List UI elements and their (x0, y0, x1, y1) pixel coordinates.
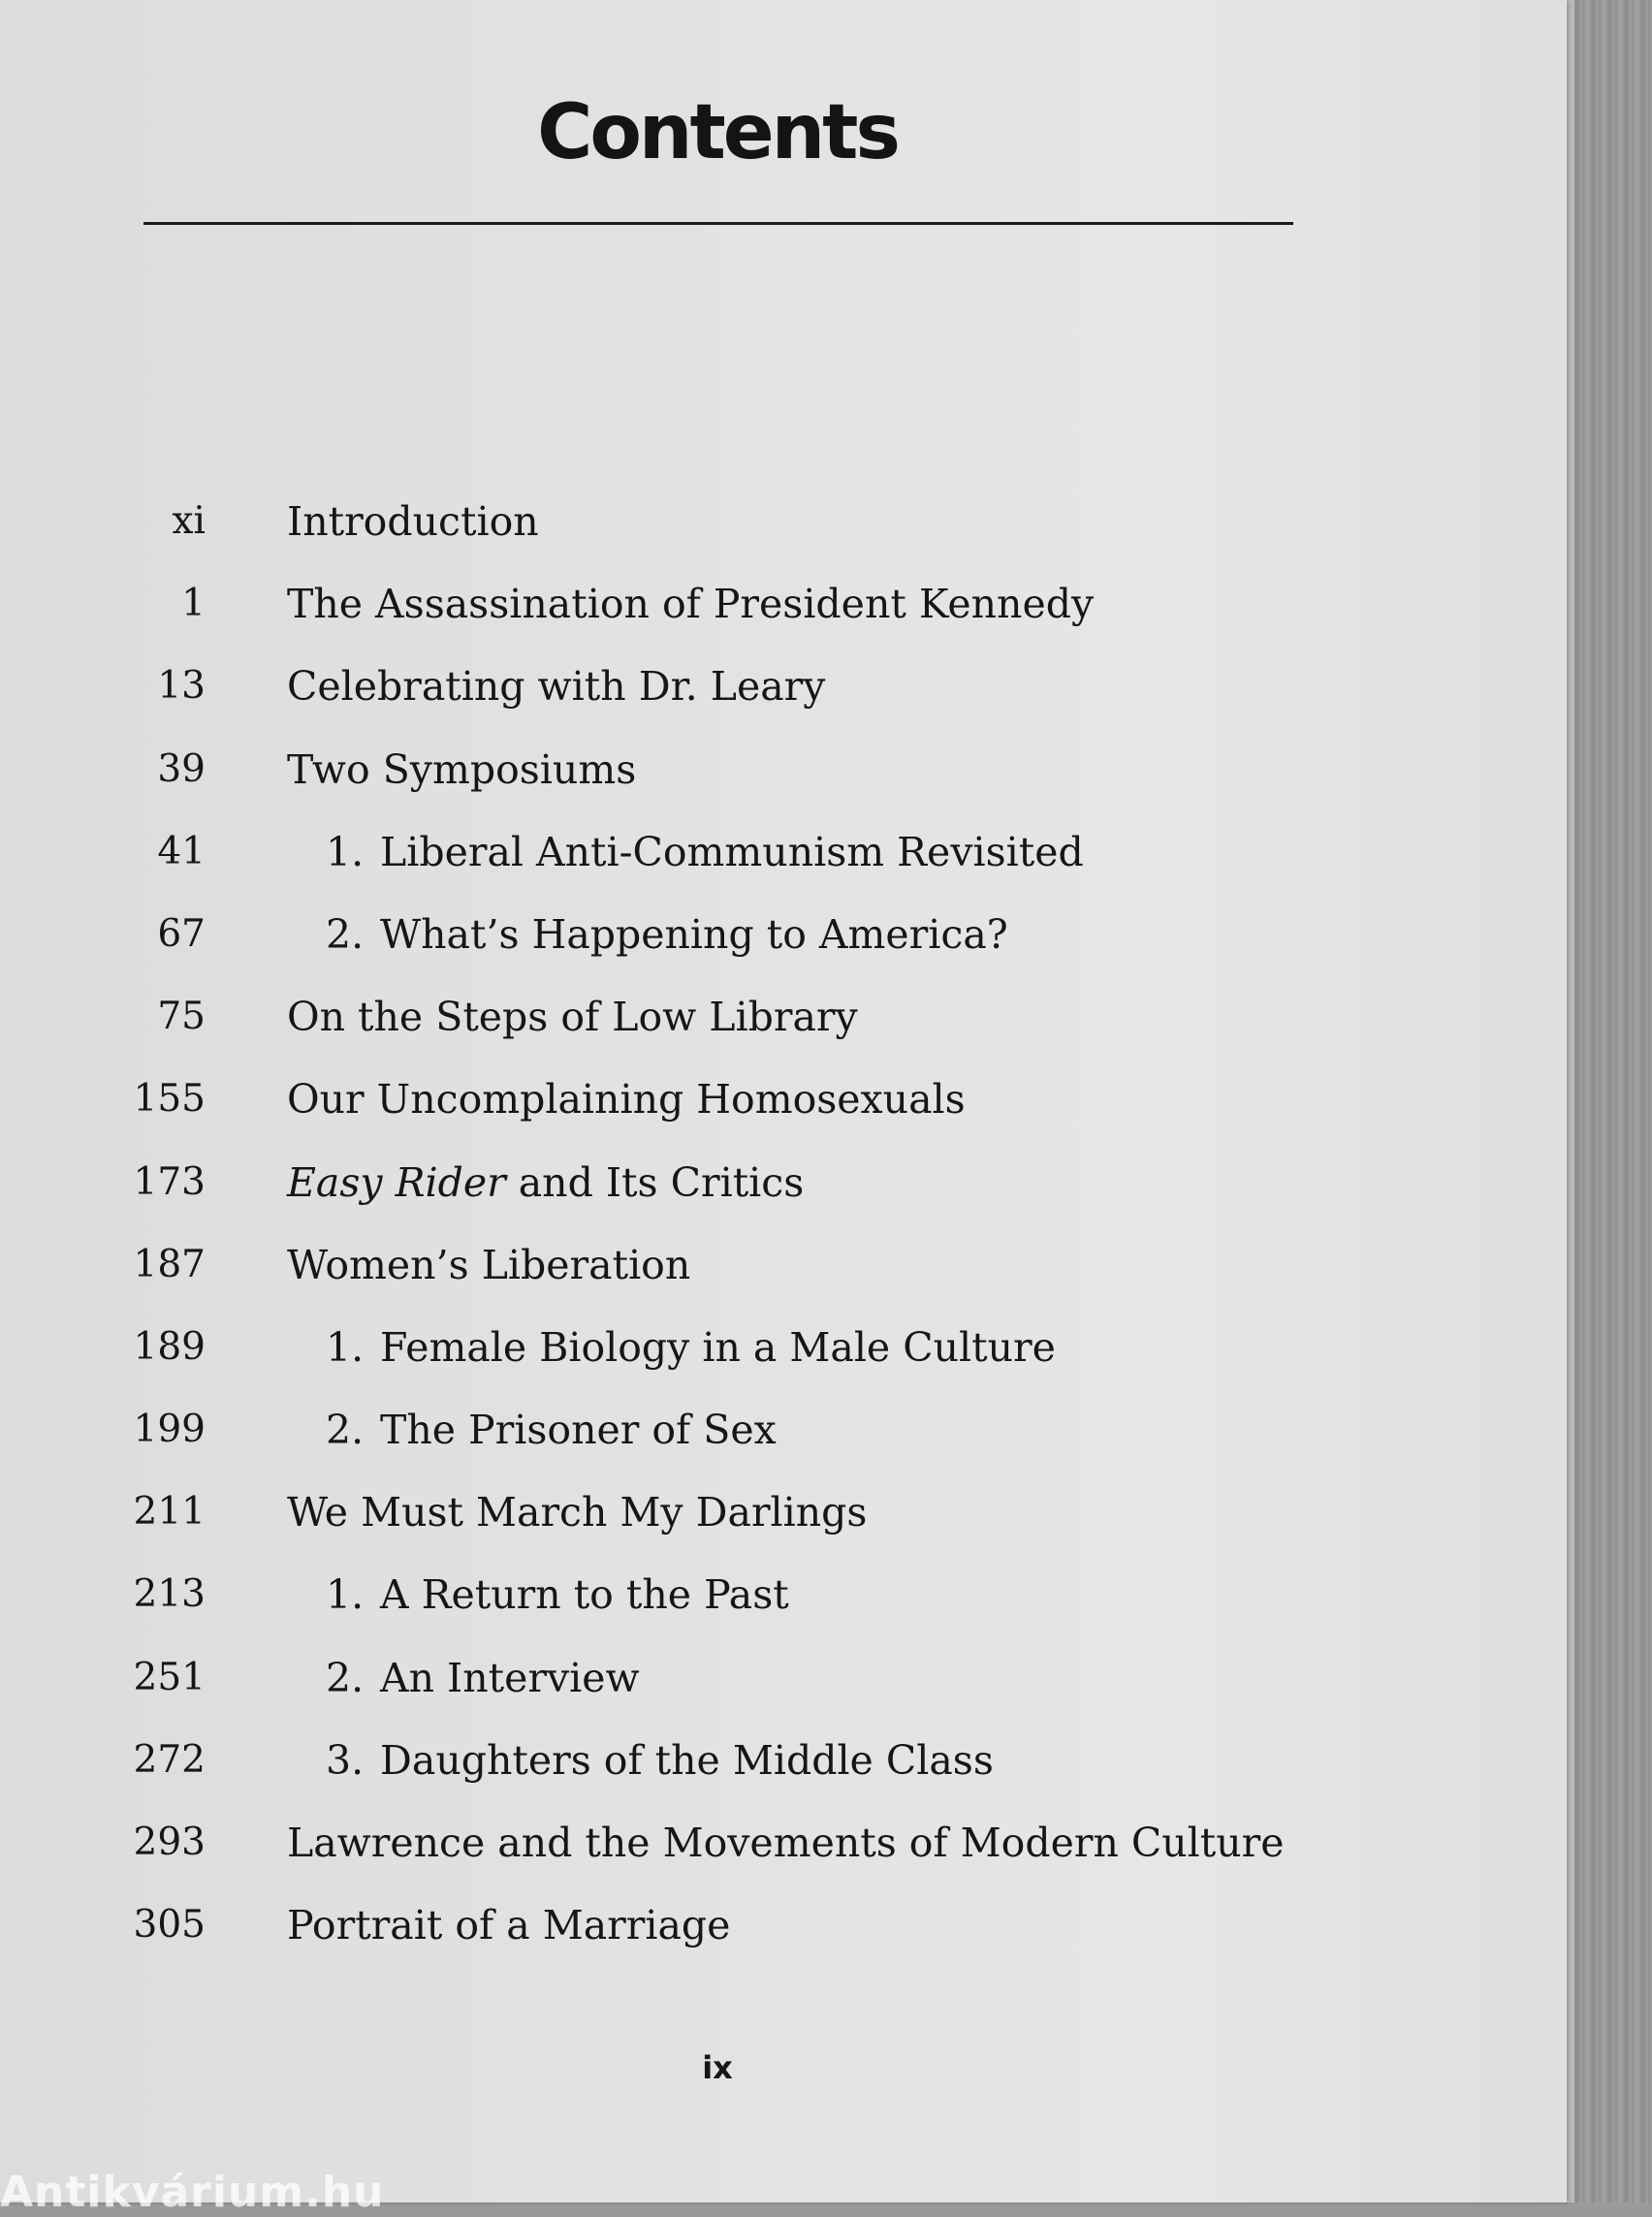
toc-entry-easy-rider (0, 1157, 1357, 1240)
toc-entry-low-library (0, 992, 1357, 1074)
toc-page-number: 155 (133, 1077, 206, 1122)
toc-entry-title: Women’s Liberation (287, 1241, 691, 1288)
toc-page-number: 305 (133, 1903, 206, 1948)
toc-page-number: 1 (181, 582, 206, 626)
toc-page-number: 67 (157, 911, 206, 956)
subentry-text: What’s Happening to America? (380, 910, 1008, 958)
toc-page-number: 213 (133, 1572, 206, 1617)
title-rule (143, 222, 1293, 225)
toc-entry-we-must-march (0, 1487, 1357, 1569)
toc-entry-title (326, 827, 1084, 877)
toc-entry-title: Portrait of a Marriage (287, 1902, 731, 1949)
subentry-text: Female Biology in a Male Culture (380, 1323, 1056, 1371)
italic-film-title: Easy Rider (287, 1158, 506, 1206)
toc-subentry-interview (0, 1653, 1357, 1735)
toc-subentry-liberal-anti-communism (0, 827, 1357, 909)
toc-page-number: 13 (157, 664, 206, 709)
toc-entry-introduction (0, 496, 1357, 579)
toc-page-number: xi (172, 499, 206, 543)
page-edge (1567, 0, 1574, 2202)
watermark-text: Antikvárium.hu (0, 2168, 385, 2217)
toc-entry-title: Introduction (287, 498, 539, 545)
toc-entry-homosexuals (0, 1074, 1357, 1156)
toc-entry-title: We Must March My Darlings (287, 1489, 868, 1536)
toc-entry-title: Lawrence and the Movements of Modern Culture (287, 1820, 1285, 1866)
subentry-number: 2. (326, 1654, 365, 1701)
toc-page-number: 199 (133, 1408, 206, 1452)
table-of-contents (0, 496, 1357, 1982)
subentry-number: 2. (326, 1407, 365, 1454)
toc-entry-title: Two Symposiums (287, 745, 637, 793)
toc-page-number: 272 (133, 1737, 206, 1782)
subentry-text: An Interview (380, 1654, 640, 1701)
toc-page-number: 41 (157, 829, 206, 873)
subentry-text: A Return to the Past (380, 1571, 789, 1619)
toc-entry-title: Our Uncomplaining Homosexuals (287, 1076, 966, 1124)
toc-entry-womens-liberation (0, 1240, 1357, 1322)
page-folio: ix (702, 2049, 733, 2086)
toc-page-number: 251 (133, 1655, 206, 1699)
toc-subentry-prisoner-of-sex (0, 1405, 1357, 1487)
subentry-number: 3. (326, 1736, 365, 1784)
toc-page-number: 39 (157, 746, 206, 791)
toc-entry-title: Celebrating with Dr. Leary (287, 663, 826, 711)
toc-entry-title (326, 1735, 994, 1786)
toc-page-number: 75 (157, 995, 206, 1039)
subentry-text: Liberal Anti-Communism Revisited (380, 828, 1084, 875)
subentry-number: 1. (326, 828, 365, 875)
toc-subentry-return-to-past (0, 1569, 1357, 1652)
toc-entry-title (287, 1157, 804, 1208)
toc-page-number: 189 (133, 1324, 206, 1369)
toc-entry-title (326, 1569, 789, 1620)
toc-entry-leary (0, 661, 1357, 744)
toc-page-number: 211 (133, 1490, 206, 1535)
toc-subentry-daughters (0, 1735, 1357, 1818)
subentry-text: The Prisoner of Sex (380, 1407, 777, 1454)
toc-subentry-female-biology (0, 1322, 1357, 1405)
toc-entry-two-symposiums (0, 744, 1357, 827)
toc-page-number: 173 (133, 1159, 206, 1204)
entry-title-rest: and Its Critics (505, 1158, 805, 1206)
subentry-number: 2. (326, 910, 365, 958)
toc-subentry-whats-happening (0, 909, 1357, 992)
toc-entry-title: The Assassination of President Kennedy (287, 581, 1095, 628)
toc-entry-portrait-marriage (0, 1900, 1357, 1982)
toc-page-number: 293 (133, 1821, 206, 1864)
subentry-text: Daughters of the Middle Class (380, 1736, 994, 1784)
toc-entry-title: On the Steps of Low Library (287, 994, 858, 1041)
subentry-number: 1. (326, 1323, 365, 1371)
toc-entry-title (326, 1653, 640, 1703)
toc-entry-title (326, 1405, 777, 1455)
toc-page-number: 187 (133, 1242, 206, 1286)
toc-entry-assassination (0, 579, 1357, 661)
toc-entry-title (326, 909, 1008, 960)
subentry-number: 1. (326, 1571, 365, 1619)
toc-entry-lawrence (0, 1818, 1357, 1900)
page-title: Contents (537, 89, 898, 176)
toc-entry-title (326, 1322, 1056, 1373)
